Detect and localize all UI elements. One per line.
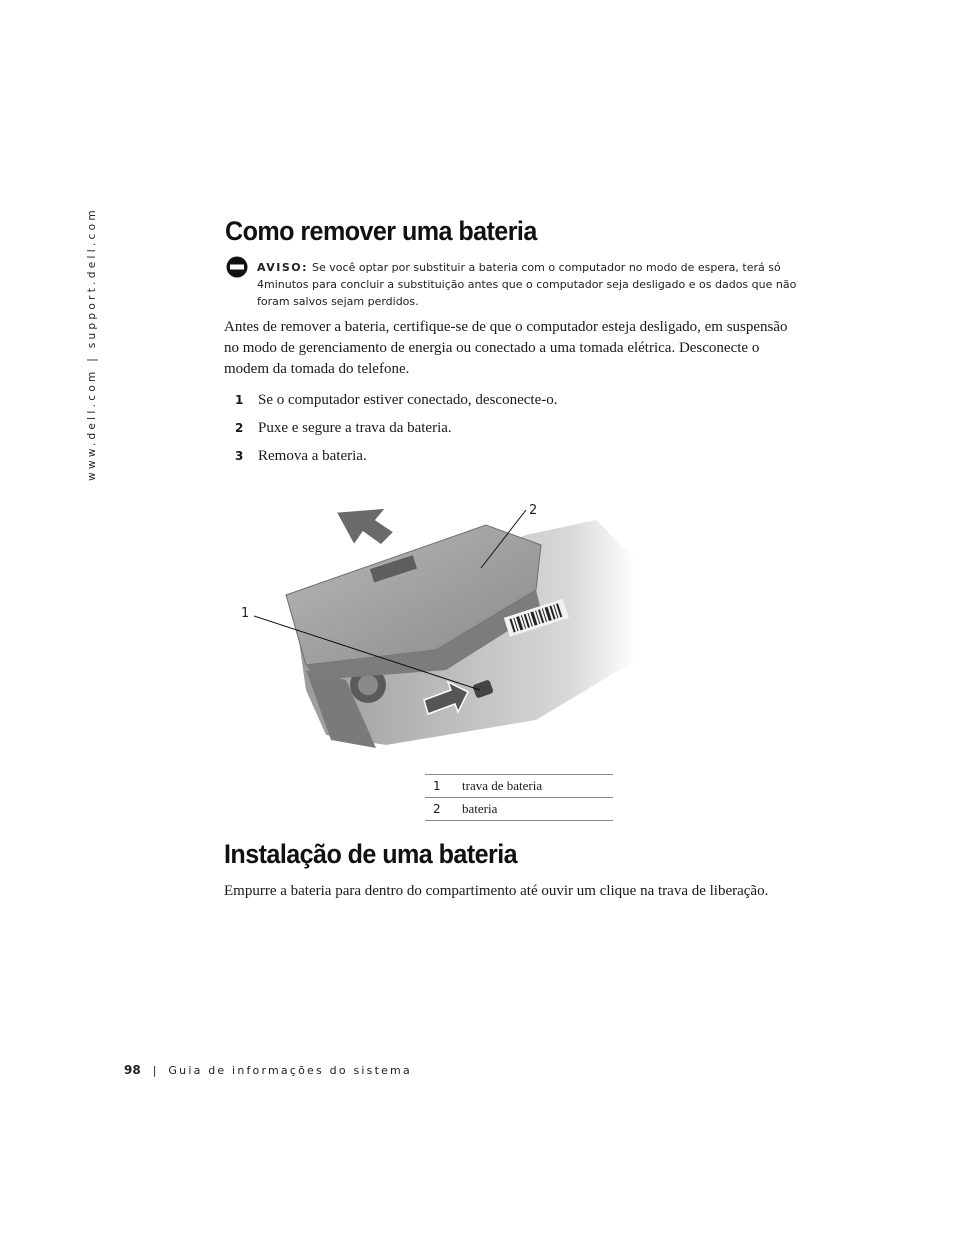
battery-removal-illustration [236, 490, 656, 760]
step-number: 3 [235, 449, 244, 463]
step-3 [235, 448, 367, 465]
step-number: 2 [235, 421, 244, 435]
battery-illustration [236, 490, 656, 760]
section-title-remove: Como remover uma bateria [225, 216, 537, 246]
legend-row [425, 775, 613, 798]
page-footer [124, 1063, 412, 1077]
notice [226, 256, 806, 310]
sidebar-url-text: www.dell.com | support.dell.com [86, 207, 98, 481]
step-text: Remova a bateria. [258, 448, 367, 464]
footer-title: Guia de informações do sistema [168, 1064, 412, 1077]
figure-legend [425, 774, 613, 821]
section-title-install: Instalação de uma bateria [224, 839, 518, 869]
legend-label: trava de bateria [462, 775, 613, 798]
step-number: 1 [235, 393, 244, 407]
legend-row [425, 798, 613, 821]
notice-icon [226, 256, 248, 278]
legend-number: 2 [425, 798, 462, 821]
sidebar-url [85, 207, 99, 481]
legend-number: 1 [425, 775, 462, 798]
notice-text-block [257, 256, 806, 310]
callout-1: 1 [241, 606, 250, 621]
step-text: Puxe e segure a trava da bateria. [258, 420, 452, 436]
step-text: Se o computador estiver conectado, desconecte-o. [258, 392, 558, 408]
footer-separator: | [152, 1064, 157, 1077]
page-number: 98 [124, 1063, 141, 1077]
intro-paragraph: Antes de remover a bateria, certifique-se de que o computador esteja desligado, em suspensão no modo de gerenciamento de energia ou conectado a uma tomada elétrica. Desconecte o modem da tomada do telefone. [224, 319, 788, 377]
step-2 [235, 420, 452, 437]
install-paragraph: Empurre a bateria para dentro do compartimento até ouvir um clique na trava de liberação. [224, 883, 769, 899]
callout-2: 2 [529, 503, 538, 518]
step-1 [235, 392, 557, 409]
notice-label: AVISO: [257, 261, 309, 274]
notice-text: Se você optar por substituir a bateria com o computador no modo de espera, terá só 4minutos para concluir a substituição antes que o computador seja desligado e os dados que não foram salvos sejam perdidos. [257, 261, 797, 308]
legend-label: bateria [462, 798, 613, 821]
